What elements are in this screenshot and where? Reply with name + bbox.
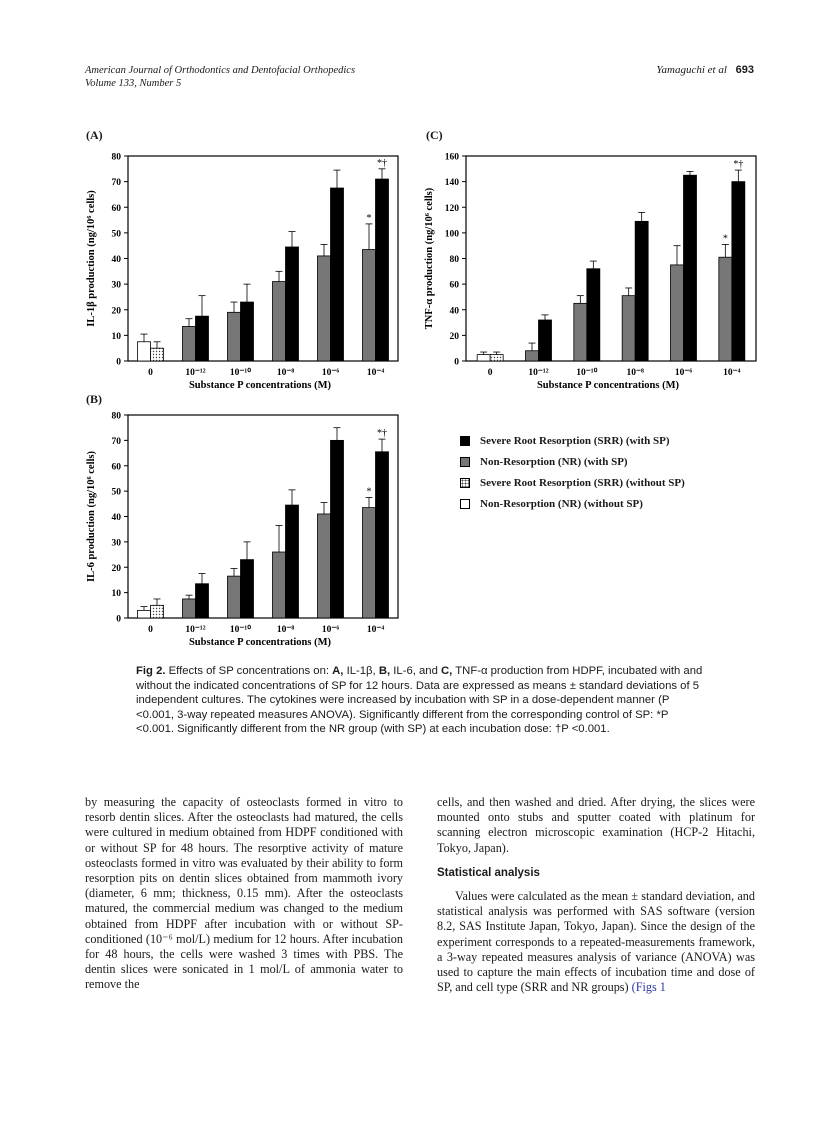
bar-nr [138, 610, 151, 618]
legend-item [460, 430, 685, 451]
bar-srr [196, 316, 209, 361]
bar-srr [635, 221, 648, 361]
bar-nr [719, 257, 732, 361]
legend-label: Severe Root Resorption (SRR) (with SP) [480, 434, 670, 447]
bar-srr [490, 355, 503, 361]
y-tick-label: 140 [444, 178, 459, 189]
plot-frame [128, 156, 398, 361]
panel-label-b: (B) [86, 392, 102, 406]
y-tick-label: 40 [449, 306, 459, 317]
legend-item [460, 472, 685, 493]
x-tick-label: 0 [148, 625, 153, 635]
significance-marker: * [722, 233, 728, 245]
x-tick-label: 10⁻¹⁰ [229, 368, 252, 378]
bar-nr [318, 256, 331, 361]
bar-nr [138, 342, 151, 361]
x-tick-label: 10⁻¹⁰ [229, 625, 252, 635]
significance-marker: * [366, 212, 372, 224]
chart-il6 [80, 403, 410, 658]
chart-il1b [80, 140, 410, 398]
bar-srr [196, 584, 209, 618]
legend-swatch-srr-sp [460, 436, 470, 446]
caption-fig-label: Fig 2. [136, 665, 166, 677]
y-axis-label: IL-1β production (ng/10⁶ cells) [86, 190, 97, 327]
bar-nr [228, 312, 241, 361]
chart-tnfa [418, 140, 758, 398]
plot-frame [128, 415, 398, 618]
legend-swatch-srr-nosp [460, 478, 470, 488]
bar-srr [241, 560, 254, 618]
y-tick-label: 80 [449, 255, 459, 265]
x-tick-label: 10⁻¹² [185, 625, 206, 635]
bar-nr [671, 265, 684, 361]
caption-panel-a: A, [332, 665, 344, 677]
x-tick-label: 0 [487, 368, 493, 378]
bar-srr [331, 440, 344, 618]
running-header [85, 64, 355, 90]
y-tick-label: 160 [444, 152, 459, 163]
y-tick-label: 20 [111, 563, 121, 574]
y-tick-label: 70 [111, 436, 121, 447]
legend-label: Non-Resorption (NR) (with SP) [480, 455, 628, 468]
y-tick-label: 30 [111, 538, 121, 549]
bar-nr [574, 303, 587, 361]
bar-nr [363, 250, 376, 361]
bar-srr [286, 505, 299, 618]
caption-panel-b: B, [378, 665, 391, 677]
bar-nr [622, 296, 635, 361]
bar-srr [151, 348, 164, 361]
bar-srr [331, 188, 344, 361]
caption-text: IL-6, and [390, 665, 442, 677]
y-tick-label: 10 [111, 331, 121, 342]
legend-label: Severe Root Resorption (SRR) (without SP) [480, 476, 685, 489]
x-tick-label: 10⁻¹⁰ [576, 368, 598, 378]
x-axis-label: Substance P concentrations (M) [188, 380, 332, 391]
legend-swatch-nr-sp [460, 457, 470, 467]
y-tick-label: 0 [454, 357, 459, 368]
bar-srr [286, 247, 299, 361]
bar-srr [241, 302, 254, 361]
y-tick-label: 60 [111, 203, 121, 214]
y-tick-label: 80 [111, 152, 121, 163]
y-tick-label: 30 [111, 280, 121, 291]
bar-srr [376, 179, 389, 361]
significance-marker: * [366, 486, 372, 498]
body-paragraph: by measuring the capacity of osteoclasts formed in vitro to resorb dentin slices. After the osteoclasts had matured, the cells were cultured in medium obtained from HDPF conditioned with or without SP for 48 hours. The resorptive activity of mature osteoclasts formed in vitro was evaluated by their ability to form resorption pits on dentin slices obtained from mammoth ivory (diameter, 6 mm; thickness, 0.15 mm). After the osteoclasts matured, the commercial medium was changed to the medium obtained from HDPF after incubation with or without SP-conditioned (10⁻⁶ mol/L) medium for 12 hours. After incubation for 48 hours, the cells were washed 3 times with PBS. The dentin slices were sonicated in 1 mol/L of ammonia water to remove the [85, 795, 403, 992]
y-axis-label: IL-6 production (ng/10⁶ cells) [86, 450, 97, 583]
y-tick-label: 50 [111, 229, 121, 240]
bar-nr [183, 599, 196, 618]
x-tick-label: 10⁻⁸ [626, 368, 644, 378]
x-tick-label: 10⁻⁴ [723, 368, 741, 378]
panel-label-a: (A) [86, 128, 103, 142]
figure-caption [136, 664, 704, 737]
x-axis-label: Substance P concentrations (M) [536, 380, 680, 391]
figure-reference-link[interactable]: (Figs 1 [631, 980, 666, 995]
section-heading: Statistical analysis [437, 866, 540, 879]
x-tick-label: 0 [148, 368, 153, 378]
paragraph-text: Values were calculated as the mean ± standard deviation, and statistical analysis was performed with SAS software (version 8.2, SAS Institute Japan, Tokyo, Japan). Since the design of the experiment corresponds to a repeated-measurements framework, a 3-way repeated measures analysis of variance (ANOVA) was used to capture the main effects of incubation time and dose of SP, and cell type (SRR and NR groups) [437, 889, 755, 995]
y-tick-label: 40 [111, 513, 121, 523]
x-tick-label: 10⁻⁴ [366, 368, 385, 378]
y-tick-label: 50 [111, 487, 121, 498]
legend-item [460, 493, 685, 514]
bar-nr [526, 351, 539, 361]
x-tick-label: 10⁻⁶ [674, 368, 693, 378]
x-tick-label: 10⁻¹² [185, 368, 206, 378]
page-number: 693 [735, 64, 754, 76]
x-tick-label: 10⁻⁶ [321, 368, 340, 378]
bar-nr [273, 552, 286, 618]
caption-text: TNF-α production from HDPF, incubated with and without the indicated concentrations of SP for 12 hours. Data are expressed as means ± standard deviations of 5 independent cultures. The cytokines were increased by incubation with SP in a dose-dependent manner (P <0.001, 3-way repeated measures ANOVA). Significantly different from the corresponding control of SP: *P <0.001. Significantly different from the NR group (with SP) at each incubation dose: †P <0.001. [136, 665, 703, 736]
bar-srr [151, 605, 164, 618]
y-tick-label: 20 [111, 306, 121, 317]
significance-marker: *† [377, 428, 387, 440]
y-tick-label: 0 [116, 614, 121, 625]
bar-nr [183, 326, 196, 361]
significance-marker: *† [377, 157, 387, 169]
caption-panel-c: C, [441, 665, 453, 677]
bar-nr [273, 282, 286, 361]
bar-nr [228, 576, 241, 618]
author-line: Yamaguchi et al [656, 64, 727, 76]
x-tick-label: 10⁻⁸ [276, 625, 295, 635]
bar-srr [376, 452, 389, 618]
page-header-right [656, 64, 754, 76]
y-tick-label: 60 [449, 280, 459, 291]
y-tick-label: 0 [116, 357, 121, 368]
bar-srr [732, 182, 745, 361]
y-tick-label: 80 [111, 411, 121, 422]
x-tick-label: 10⁻⁶ [321, 625, 340, 635]
bar-nr [363, 508, 376, 618]
caption-text: IL-1β, [343, 665, 379, 677]
y-tick-label: 20 [449, 331, 459, 342]
y-tick-label: 10 [111, 589, 121, 600]
y-tick-label: 60 [111, 462, 121, 473]
figure-legend [460, 430, 685, 514]
panel-label-c: (C) [426, 128, 443, 142]
legend-label: Non-Resorption (NR) (without SP) [480, 497, 643, 510]
x-tick-label: 10⁻⁴ [366, 625, 385, 635]
bar-nr [318, 514, 331, 618]
journal-name: American Journal of Orthodontics and Dentofacial Orthopedics [85, 65, 356, 76]
x-axis-label: Substance P concentrations (M) [188, 637, 332, 648]
significance-marker: *† [733, 159, 744, 171]
body-paragraph [437, 889, 755, 995]
bar-srr [684, 175, 697, 361]
body-column-right [437, 795, 755, 995]
y-tick-label: 120 [444, 203, 459, 214]
body-column-left [85, 795, 403, 993]
legend-swatch-nr-nosp [460, 499, 470, 509]
y-tick-label: 40 [111, 255, 121, 265]
y-tick-label: 100 [444, 229, 459, 240]
legend-item [460, 451, 685, 472]
x-tick-label: 10⁻⁸ [276, 368, 295, 378]
y-tick-label: 70 [111, 178, 121, 189]
plot-frame [466, 156, 756, 361]
y-axis-label: TNF-α production (ng/10⁶ cells) [424, 187, 435, 330]
x-tick-label: 10⁻¹² [528, 368, 549, 378]
journal-volume: Volume 133, Number 5 [85, 78, 182, 89]
bar-nr [477, 355, 490, 361]
bar-srr [539, 320, 552, 361]
body-paragraph: cells, and then washed and dried. After drying, the slices were mounted onto stubs and sputter coated with platinum for scanning electron microscopic examination (HCP-2 Hitachi, Tokyo, Japan). [437, 795, 755, 855]
bar-srr [587, 269, 600, 361]
caption-text: Effects of SP concentrations on: [165, 665, 333, 677]
